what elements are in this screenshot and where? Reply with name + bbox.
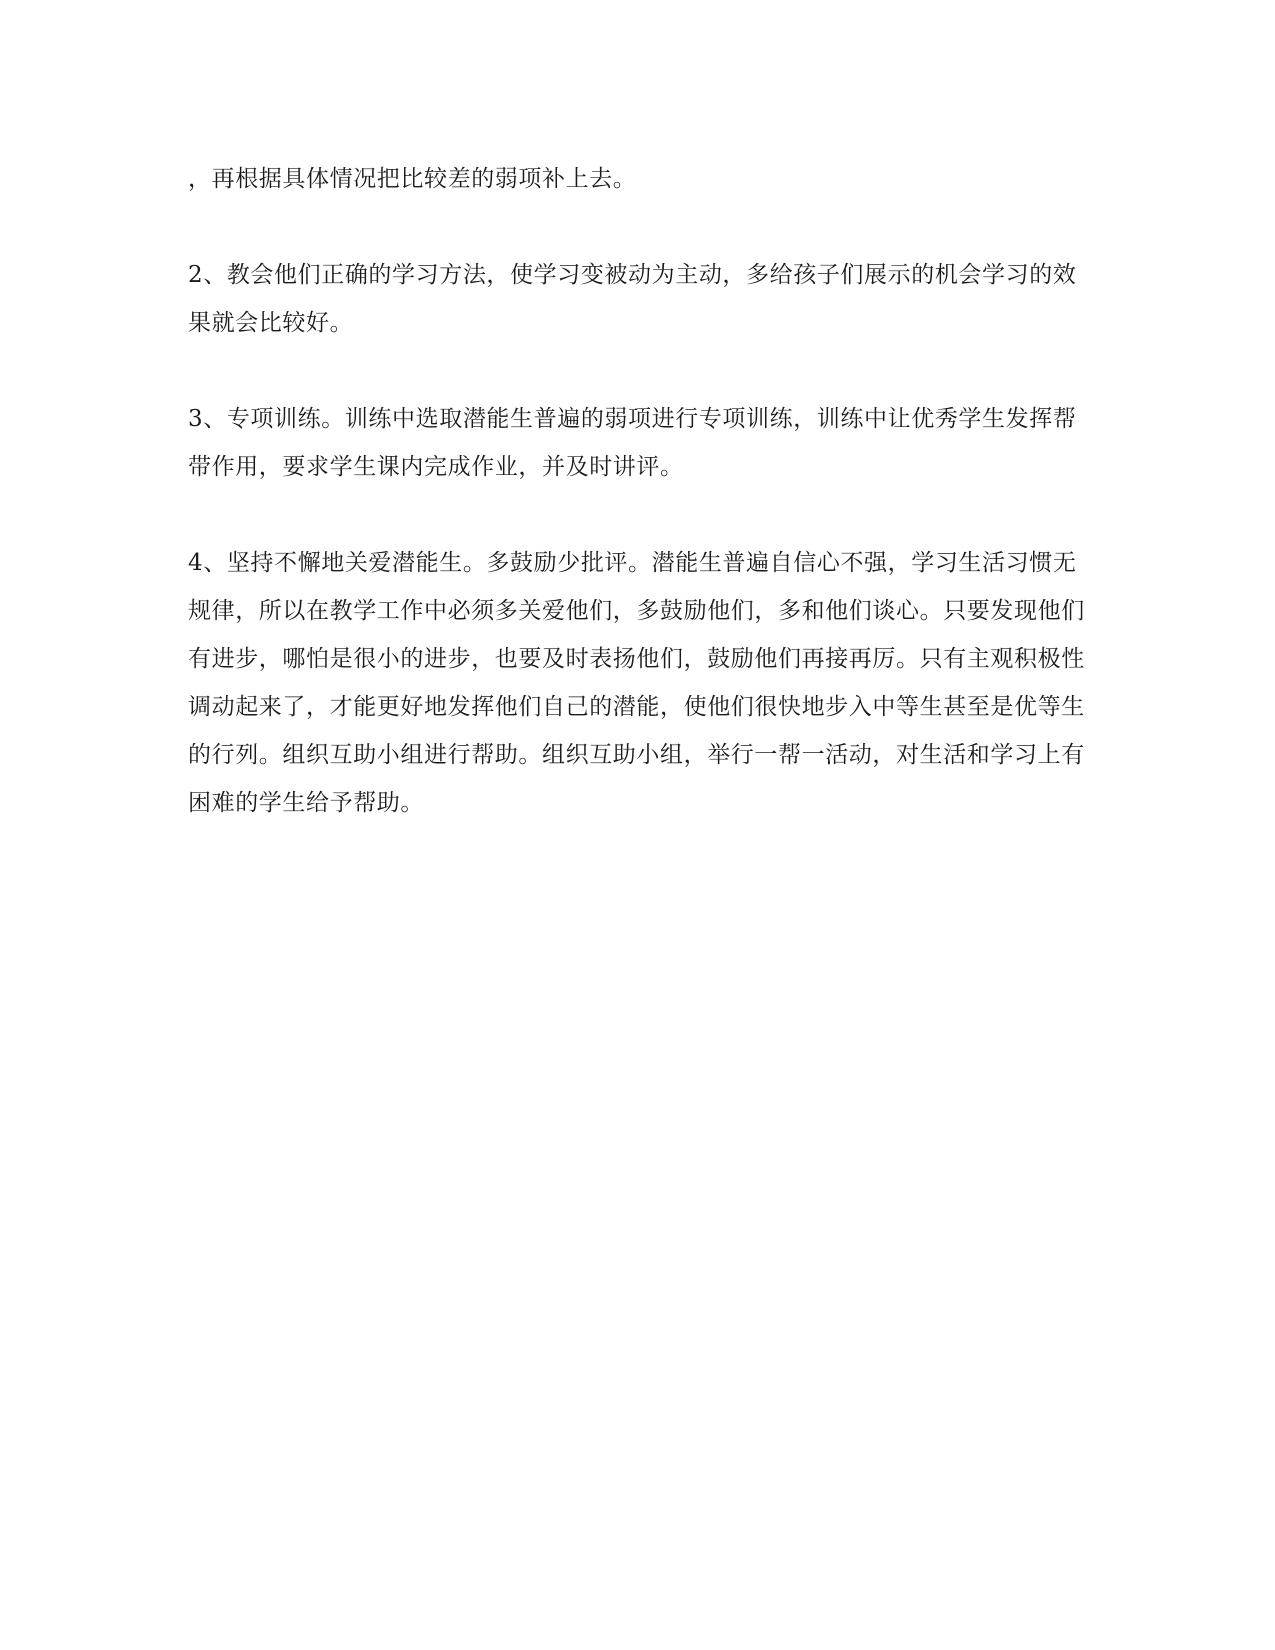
- document-body: [188, 155, 1088, 875]
- paragraph-item-3: 3、专项训练。训练中选取潜能生普遍的弱项进行专项训练，训练中让优秀学生发挥帮带作用，要求学生课内完成作业，并及时讲评。: [188, 406, 1077, 480]
- paragraph-item-4: 4、坚持不懈地关爱潜能生。多鼓励少批评。潜能生普遍自信心不强，学习生活习惯无规律，所以在教学工作中必须多关爱他们，多鼓励他们，多和他们谈心。只要发现他们有进步，哪怕是很小的进步，也要及时表扬他们，鼓励他们再接再厉。只有主观积极性调动起来了，才能更好地发挥他们自己的潜能，使他们很快地步入中等生甚至是优等生的行列。组织互助小组进行帮助。组织互助小组，举行一帮一活动，对生活和学习上有困难的学生给予帮助。: [188, 550, 1085, 816]
- paragraph-continuation: ，再根据具体情况把比较差的弱项补上去。: [188, 166, 637, 192]
- paragraph-item-2: 2、教会他们正确的学习方法，使学习变被动为主动，多给孩子们展示的机会学习的效果就会比较好。: [188, 262, 1077, 336]
